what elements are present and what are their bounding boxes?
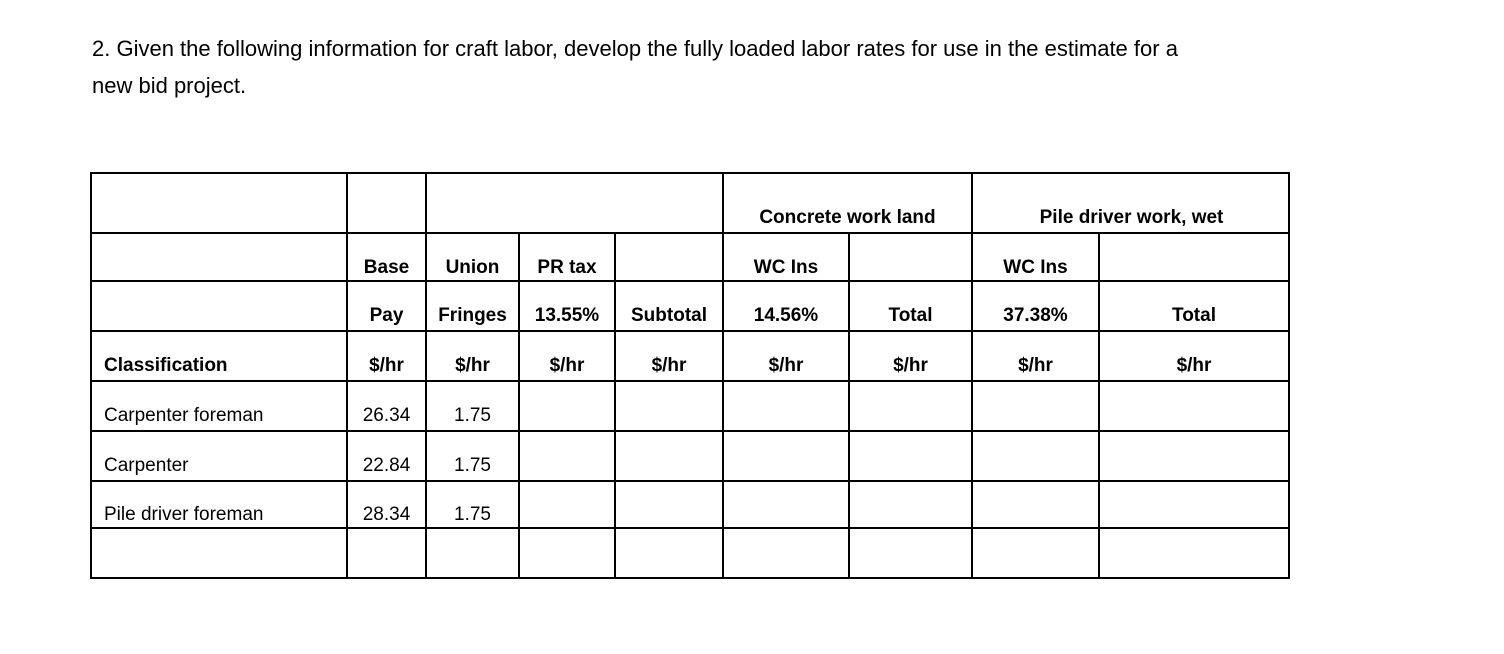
table-rule	[614, 232, 616, 579]
table-rule	[848, 232, 850, 579]
wc-ins-concrete-rate: 14.56%	[753, 305, 819, 326]
total-pile-header: Total	[1172, 305, 1216, 326]
classification-cell: Carpenter foreman	[104, 405, 264, 426]
unit-label: $/hr	[1176, 355, 1212, 376]
question-line-2: new bid project.	[92, 73, 247, 98]
unit-label: $/hr	[455, 355, 490, 376]
table-border-right	[1288, 172, 1290, 579]
table-rule	[90, 480, 1290, 482]
labor-rates-table	[90, 172, 1290, 579]
classification-cell: Carpenter	[104, 455, 189, 476]
wc-ins-concrete-header: WC Ins	[753, 257, 819, 278]
unit-label: $/hr	[651, 355, 687, 376]
table-border-top	[90, 172, 1290, 174]
pile-driver-work-header: Pile driver work, wet	[1039, 207, 1224, 228]
union-fringes-cell: 1.75	[454, 504, 491, 525]
base-pay-cell: 28.34	[362, 504, 411, 525]
total-concrete-header: Total	[888, 305, 933, 326]
table-rule	[90, 280, 1290, 282]
classification-cell: Pile driver foreman	[104, 504, 264, 525]
subtotal-header: Subtotal	[631, 305, 707, 326]
question-text	[92, 30, 1412, 104]
question-line-1: 2. Given the following information for craft labor, develop the fully loaded labor rates for use in the estimate for a	[92, 36, 1178, 61]
pr-tax-header: PR tax	[537, 257, 597, 278]
table-rule	[90, 527, 1290, 529]
fringes-header: Fringes	[438, 305, 507, 326]
classification-header: Classification	[104, 355, 228, 376]
wc-ins-pile-header: WC Ins	[1003, 257, 1068, 278]
table-rule	[90, 430, 1290, 432]
base-pay-cell: 26.34	[362, 405, 411, 426]
unit-label: $/hr	[1018, 355, 1053, 376]
pay-header: Pay	[369, 305, 404, 326]
unit-label: $/hr	[893, 355, 928, 376]
union-header: Union	[445, 257, 500, 278]
base-header: Base	[363, 257, 410, 278]
table-border-left	[90, 172, 92, 579]
unit-label: $/hr	[369, 355, 404, 376]
table-rule	[1098, 232, 1100, 579]
wc-ins-pile-rate: 37.38%	[1003, 305, 1068, 326]
table-rule	[90, 330, 1290, 332]
base-pay-cell: 22.84	[362, 455, 411, 476]
table-rule	[90, 380, 1290, 382]
pr-tax-rate: 13.55%	[534, 305, 600, 326]
unit-label: $/hr	[768, 355, 804, 376]
union-fringes-cell: 1.75	[454, 455, 491, 476]
concrete-work-header: Concrete work land	[759, 207, 936, 228]
table-rule	[90, 232, 1290, 234]
table-rule	[518, 232, 520, 579]
union-fringes-cell: 1.75	[454, 405, 491, 426]
table-border-bottom	[90, 577, 1290, 579]
unit-label: $/hr	[549, 355, 585, 376]
